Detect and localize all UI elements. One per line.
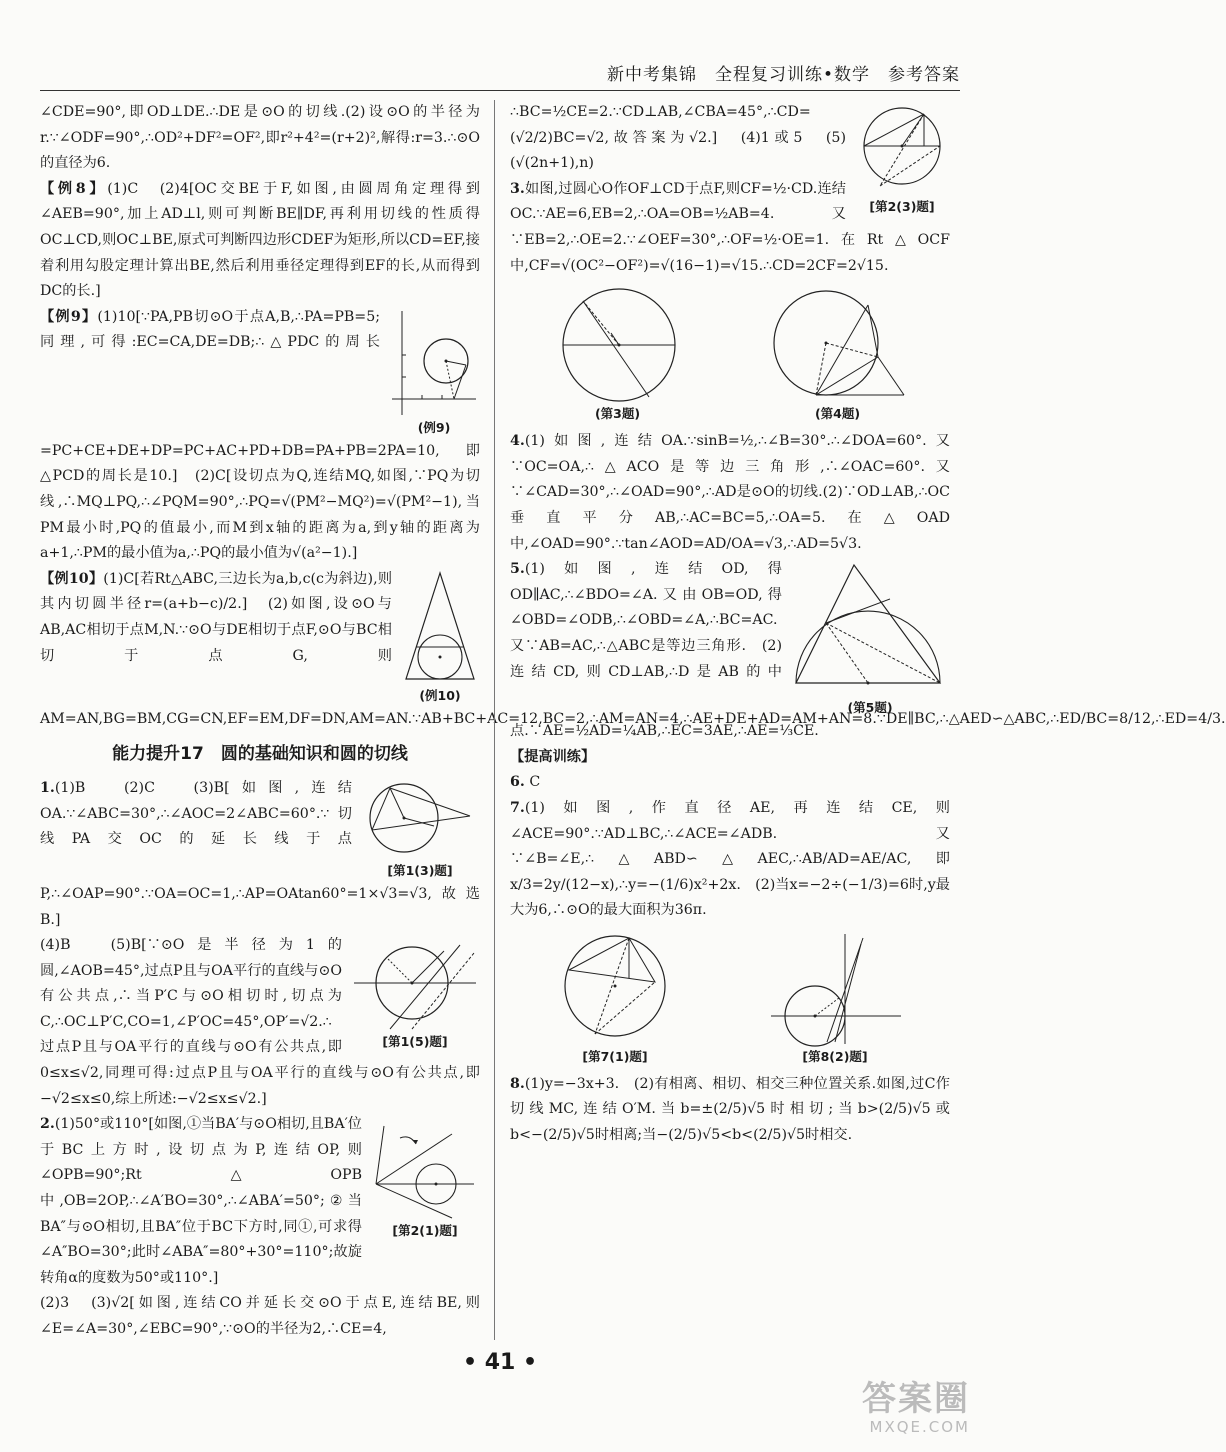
- page-number: • 41 •: [462, 1350, 538, 1375]
- question-1: [40, 776, 480, 933]
- example-8: [40, 177, 480, 305]
- figure-caption: [第1(5)题]: [382, 1034, 448, 1050]
- question-number: 6.: [510, 774, 525, 791]
- answer-text: (1)B (2)C (3)B[如图,连结OA.∵∠ABC=30°,∴∠AOC=2∠ABC=60°.∵切线PA交OC的延长线于点P,∴∠OAP=90°.∵OA=OC=1,∴AP=OAtan60°=1×√3=√3,故选B.]: [40, 779, 480, 928]
- rotation-tangent-diagram: [370, 1114, 480, 1222]
- figure-q1-3: [360, 778, 480, 880]
- example-label: 【例9】: [40, 308, 98, 325]
- section-title: 能力提升17 圆的基础知识和圆的切线: [112, 744, 408, 765]
- answer-text: (1)如图,连结OD,得OD∥AC,∴∠BDO=∠A.又由OB=OD,得∠OBD=∠ODB,∴∠OBD=∠A,∴BC=AC.又∵AB=AC,∴△ABC是等边三角形. (2)连结CD,则CD⊥AB,∴D是AB的中点.∵AE=½AD=¼AB,∴EC=3AE,∴AE=⅓CE.: [510, 561, 819, 740]
- circle-tangent-diagram: [360, 778, 480, 862]
- diameter-circle-diagram: [555, 930, 675, 1048]
- question-number: 4.: [510, 433, 525, 450]
- coordinate-tangent-diagram: [765, 930, 905, 1048]
- figure-q2-1: [370, 1114, 480, 1240]
- figure-q2-3: [854, 102, 950, 216]
- watermark-logo: [800, 1380, 970, 1440]
- example-text: (1)C (2)4[OC交BE于F,如图,由圆周角定理得到∠AEB=90°,加上AD⊥l,则可判断BE∥DF,再利用切线的性质得OC⊥CD,则OC⊥BE,原式可判断四边形CDEF为矩形,所以CD=EF,接着利用勾股定理计算出BE,然后利用垂径定理得到EF的长,从而得到DC的长.]: [40, 180, 480, 300]
- question-number: 5.: [510, 561, 525, 578]
- figure-q4: [768, 285, 908, 423]
- answer-text: C: [529, 774, 541, 791]
- example-label: 【例10】: [40, 570, 104, 587]
- question-number: 8.: [510, 1075, 525, 1092]
- figure-caption: (例9): [417, 419, 451, 435]
- figure-q5: [790, 559, 950, 717]
- circle-inscribed-diagram: [854, 102, 950, 198]
- watermark-line-1: 答案圈: [862, 1379, 970, 1419]
- figure-example-10: [400, 569, 480, 705]
- right-column: [510, 100, 950, 1149]
- example-9: [40, 305, 480, 567]
- question-number: 3.: [510, 180, 525, 197]
- paragraph-continued: ∠CDE=90°,即OD⊥DE.∴DE是⊙O的切线.(2)设⊙O的半径为r.∵∠ODF=90°,∴OD²+DF²=OF²,即r²+4²=(r+2)²,解得:r=3.∴⊙O的直径为6.: [40, 104, 480, 172]
- chord-circle-diagram: [553, 285, 683, 405]
- question-number: 2.: [40, 1116, 55, 1133]
- question-8: [510, 1072, 950, 1149]
- figure-q8: [765, 930, 905, 1066]
- answer-text: (1)如图,连结OA.∵sinB=½,∴∠B=30°.∴∠DOA=60°.又∵OC=OA,∴△ACO是等边三角形,∴∠OAC=60°.又∵∠CAD=30°,∴∠OAD=90°,∴AD是⊙O的切线.(2)∵OD⊥AB,∴OC垂直平分AB,∴AC=BC=5,∴OA=5.在△OAD中,∠OAD=90°.∵tan∠AOD=AD/OA=√3,∴AD=5√3.: [510, 433, 950, 552]
- figure-row-7-8: [510, 930, 950, 1066]
- answer-text: (2)3 (3)√2[如图,连结CO并延长交⊙O于点E,连结BE,则∠E=∠A=30°,∠EBC=90°,∵⊙O的半径为2,∴CE=4,: [40, 1295, 480, 1337]
- coordinate-circle-diagram: [388, 307, 480, 419]
- watermark-line-2: MXQE.COM: [869, 1418, 970, 1436]
- figure-example-9: [388, 307, 480, 437]
- question-2: [40, 1112, 480, 1291]
- question-4: [510, 429, 950, 557]
- example-label: 【例8】: [40, 180, 108, 197]
- answer-text: (1)50°或110°[如图,①当BA′与⊙O相切,且BA′位于BC上方时,设切点为P,连结OP,则∠OPB=90°;Rt△OPB中,OB=2OP,∴∠A′BO=30°,∴∠ABA′=50°;②当BA″与⊙O相切,且BA″位于BC下方时,同①,可求得∠A″BO=30°;此时∠ABA″=80°+30°=110°;故旋转角α的度数为50°或110°.]: [40, 1116, 362, 1286]
- answer-text: (4)B (5)B[∵⊙O是半径为1的圆,∠AOB=45°,过点P且与OA平行的直线与⊙O有公共点,∴当P′C与⊙O相切时,切点为C,∴OC⊥P′C,CO=1,∠P′OC=45°,OP′=√2.∴过点P且与OA平行的直线与⊙O有公共点,即0≤x≤√2,同理可得:过点P且与OA平行的直线与⊙O有公共点,即−√2≤x≤0,综上所述:−√2≤x≤√2.]: [40, 937, 480, 1107]
- question-6: [510, 770, 950, 796]
- figure-caption: [第2(3)题]: [869, 199, 935, 214]
- figure-caption: [第8(2)题]: [802, 1048, 868, 1064]
- question-number: 1.: [40, 779, 55, 796]
- question-5: [510, 557, 950, 745]
- example-text: (1)10[∵PA,PB切⊙O于点A,B,∴PA=PB=5;同理,可得:EC=CA,DE=DB;∴△PDC的周长=PC+CE+DE+DP=PC+AC+PD+DB=PA+PB=2PA=10,即△PCD的周长是10.] (2)C[设切点为Q,连结MQ,如图,∵PQ为切线,∴MQ⊥PQ,∴∠PQM=90°,∴PQ=√(PM²−MQ²)=√(PM²−1),当PM最小时,PQ的值最小,而M到x轴的距离为a,到y轴的距离为a+1,∴PM的最小值为a,∴PQ的最小值为√(a²−1).]: [40, 308, 480, 562]
- answer-text: (1)如图,作直径AE,再连结CE,则∠ACE=90°.∵AD⊥BC,∴∠ACE=∠ADB.又∵∠B=∠E,∴△ABD∽△AEC,∴AB/AD=AE/AC,即x/3=2y/(12−x),∴y=−(1/6)x²+2x. (2)当x=−2÷(−1/3)=6时,y最大为6,∴⊙O的最大面积为36π.: [510, 799, 950, 919]
- figure-q3: [553, 285, 683, 423]
- figure-caption: (第5题): [847, 700, 893, 716]
- tangent-circle-diagram: [768, 285, 908, 405]
- semicircle-triangle-diagram: [790, 559, 950, 699]
- triangle-incircle-diagram: [400, 569, 480, 687]
- answer-text: ∴BC=½CE=2.∵CD⊥AB,∠CBA=45°,∴CD=(√2/2)BC=√2,故答案为√2.] (4)1或5 (5)(√(2n+1),n): [510, 104, 846, 172]
- figure-caption: (第4题): [814, 406, 861, 422]
- example-text: (1)C[若Rt△ABC,三边长为a,b,c(c为斜边),则其内切圆半径r=(a+b−c)/2.] (2)如图,设⊙O与AB,AC相切于点M,N.∵⊙O与DE相切于点F,⊙O与BC相切于点G,则AM=AN,BG=BM,CG=CN,EF=EM,DF=DN,AM=AN.∵AB+BC+AC=12,BC=2,∴AM=AN=4,∴AE+DE+AD=AM+AN=8.∵DE∥BC,∴△AED∽△ABC,∴ED/BC=8/12,∴ED=4/3.: [40, 570, 1226, 727]
- answer-text: 如图,过圆心O作OF⊥CD于点F,则CF=½·CD.连结OC.∵AE=6,EB=2,∴OA=OB=½AB=4.又∵EB=2,∴OE=2.∵∠OEF=30°,∴OF=½·OE=1.在Rt△OCF中,CF=√(OC²−OF²)=√(16−1)=√15.∴CD=2CF=2√15.: [510, 180, 950, 274]
- question-7: [510, 796, 950, 924]
- column-divider: [494, 100, 495, 1340]
- figure-caption: (第3题): [594, 406, 641, 422]
- answer-text: (1)y=−3x+3. (2)有相离、相切、相交三种位置关系.如图,过C作切线MC,连结O′M.当b=±(2/5)√5时相切;当b>(2/5)√5或b<−(2/5)√5时相离;当−(2/5)√5<b<(2/5)√5时相交.: [510, 1075, 950, 1144]
- figure-q7: [555, 930, 675, 1066]
- q2-continued: [510, 100, 950, 214]
- question-number: 7.: [510, 799, 525, 816]
- advanced-training-label: 【提高训练】: [510, 748, 596, 765]
- figure-q1-5: [350, 935, 480, 1051]
- running-header: 新中考集锦 全程复习训练•数学 参考答案: [40, 60, 960, 91]
- figure-caption: (例10): [419, 687, 461, 703]
- question-1-part-5: [40, 933, 480, 1112]
- figure-caption: [第7(1)题]: [582, 1048, 648, 1064]
- figure-row-3-4: [510, 285, 950, 423]
- figure-caption: [第1(3)题]: [387, 862, 453, 878]
- circle-parallel-lines-diagram: [350, 935, 480, 1033]
- figure-caption: [第2(1)题]: [392, 1223, 458, 1239]
